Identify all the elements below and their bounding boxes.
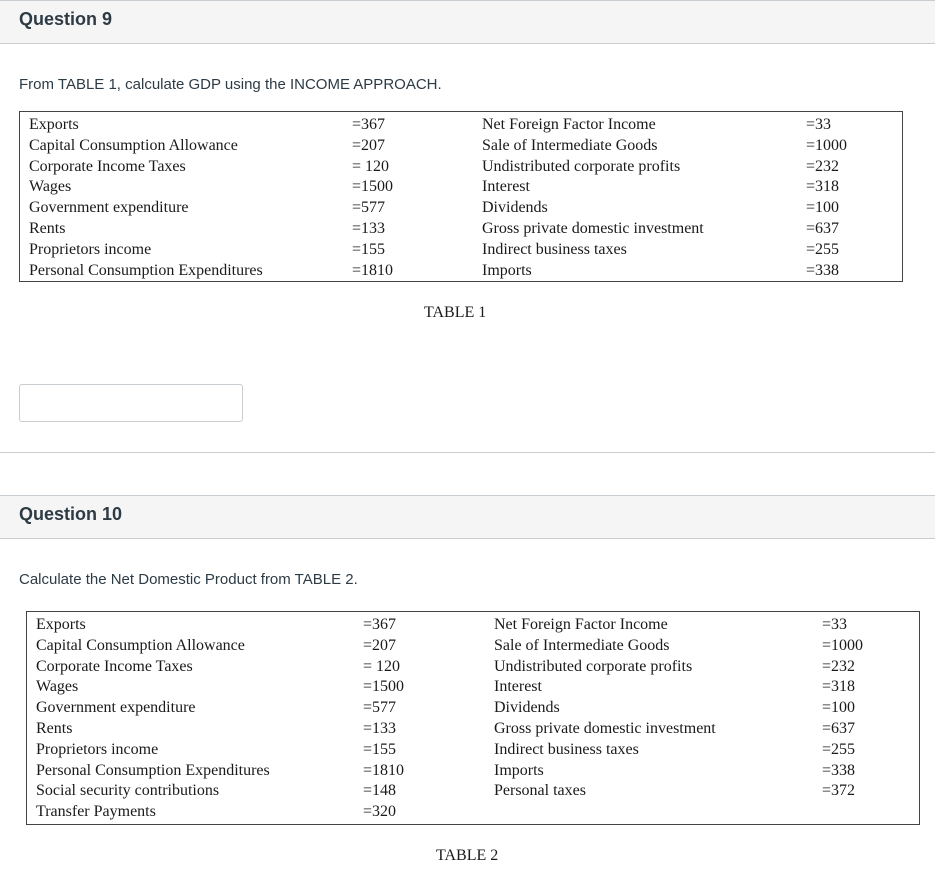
table-item-label: Net Foreign Factor Income	[482, 116, 656, 133]
table-item-value: =255	[806, 240, 840, 258]
table-2-left-labels	[36, 615, 270, 823]
table-item-value: =232	[822, 657, 856, 675]
table-item-value: =338	[806, 261, 840, 279]
question-10-prompt: Calculate the Net Domestic Product from TABLE 2.	[19, 571, 358, 588]
table-item-label: Imports	[494, 761, 544, 779]
table-item-value: =318	[822, 678, 856, 696]
table-item-label: Interest	[482, 178, 530, 196]
question-9-header	[0, 0, 935, 44]
table-1	[19, 111, 903, 282]
table-item-label: Proprietors income	[29, 240, 152, 258]
question-9-prompt: From TABLE 1, calculate GDP using the INCOME APPROACH.	[19, 76, 442, 93]
table-2-caption: TABLE 2	[436, 847, 499, 864]
table-item-label: Indirect business taxes	[494, 740, 639, 758]
table-item-label: Net Foreign Factor Income	[494, 616, 668, 633]
table-item-label: Exports	[29, 116, 79, 133]
table-item-label: Gross private domestic investment	[494, 719, 716, 737]
table-item-label: Government expenditure	[36, 699, 196, 717]
table-item-value: =1500	[352, 178, 394, 196]
table-1-left-labels	[29, 115, 263, 281]
table-item-value: =577	[352, 199, 386, 217]
table-item-value: =367	[363, 616, 397, 633]
question-10-title: Question 10	[19, 504, 123, 524]
table-2-right-labels	[494, 615, 716, 802]
question-9-answer-input[interactable]	[19, 384, 243, 422]
table-item-label: Sale of Intermediate Goods	[482, 136, 658, 154]
question-9-title: Question 9	[19, 9, 113, 29]
table-item-value: =100	[806, 199, 840, 217]
table-item-label: Gross private domestic investment	[482, 219, 704, 237]
table-item-label: Interest	[494, 678, 542, 696]
table-item-label: Undistributed corporate profits	[482, 157, 681, 175]
table-item-label: Dividends	[482, 199, 548, 217]
table-item-label: Wages	[29, 178, 72, 196]
table-item-value: =637	[822, 719, 856, 737]
table-item-label: Exports	[36, 616, 86, 633]
table-item-value: =338	[822, 761, 856, 779]
table-item-label: Personal taxes	[494, 782, 586, 800]
table-item-label: Personal Consumption Expenditures	[29, 261, 263, 279]
table-1-right-labels	[482, 115, 704, 281]
table-item-value: =148	[363, 782, 397, 800]
table-item-label: Corporate Income Taxes	[29, 157, 186, 175]
table-item-value: =1810	[363, 761, 405, 779]
table-item-label: Capital Consumption Allowance	[36, 636, 245, 654]
table-item-value: =1000	[822, 636, 864, 654]
table-2-left-values	[363, 615, 404, 823]
table-item-label: Rents	[36, 719, 73, 737]
table-item-value: = 120	[352, 157, 390, 175]
table-2-right-values	[822, 615, 863, 802]
table-item-label: Proprietors income	[36, 740, 159, 758]
table-item-value: =372	[822, 782, 856, 800]
table-item-label: Capital Consumption Allowance	[29, 136, 238, 154]
table-1-left-values	[352, 115, 393, 281]
table-item-value: =318	[806, 178, 840, 196]
question-10-header	[0, 495, 935, 539]
table-item-value: =155	[352, 240, 386, 258]
table-item-value: =1000	[806, 136, 848, 154]
table-item-value: =133	[352, 219, 386, 237]
table-item-value: =33	[806, 116, 832, 133]
table-item-value: =255	[822, 740, 856, 758]
table-item-value: =232	[806, 157, 840, 175]
table-item-label: Rents	[29, 219, 66, 237]
table-item-label: Indirect business taxes	[482, 240, 627, 258]
table-item-label: Imports	[482, 261, 532, 279]
table-item-value: =1500	[363, 678, 405, 696]
table-2	[26, 611, 920, 825]
table-item-label: Personal Consumption Expenditures	[36, 761, 270, 779]
table-item-value: =100	[822, 699, 856, 717]
table-item-value: =1810	[352, 261, 394, 279]
table-1-caption: TABLE 1	[424, 304, 487, 321]
table-item-value: =577	[363, 699, 397, 717]
table-item-label: Sale of Intermediate Goods	[494, 636, 670, 654]
table-item-value: =33	[822, 616, 848, 633]
table-item-label: Government expenditure	[29, 199, 189, 217]
table-item-label: Undistributed corporate profits	[494, 657, 693, 675]
table-item-value: =367	[352, 116, 386, 133]
table-item-value: =320	[363, 803, 397, 821]
table-item-value: =637	[806, 219, 840, 237]
table-item-value: =155	[363, 740, 397, 758]
table-item-label: Corporate Income Taxes	[36, 657, 193, 675]
table-item-value: =207	[352, 136, 386, 154]
table-1-right-values	[806, 115, 847, 281]
question-divider	[0, 452, 935, 453]
table-item-label: Dividends	[494, 699, 560, 717]
table-item-label: Transfer Payments	[36, 803, 156, 821]
table-item-value: = 120	[363, 657, 401, 675]
table-item-value: =207	[363, 636, 397, 654]
table-item-label: Social security contributions	[36, 782, 220, 800]
table-item-value: =133	[363, 719, 397, 737]
table-item-label: Wages	[36, 678, 79, 696]
